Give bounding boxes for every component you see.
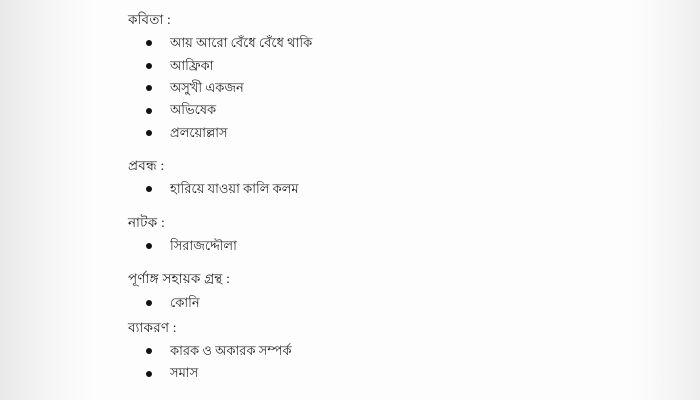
section-title-probondho: প্রবন্ধ : bbox=[128, 158, 165, 174]
bullet-icon bbox=[146, 108, 152, 114]
list-item-label: সিরাজদ্দৌলা bbox=[170, 237, 237, 253]
list-item bbox=[146, 292, 700, 314]
section-title-natok: নাটক : bbox=[128, 214, 165, 230]
section-natok bbox=[128, 213, 700, 258]
list-item-label: সমাস bbox=[170, 365, 199, 381]
bullet-icon bbox=[146, 371, 152, 377]
list-byakoron bbox=[128, 340, 700, 385]
list-item bbox=[146, 340, 700, 362]
list-item-label: কোনি bbox=[170, 294, 200, 310]
list-natok bbox=[128, 235, 700, 257]
bullet-icon bbox=[146, 186, 152, 192]
list-kobita bbox=[128, 32, 700, 144]
bullet-icon bbox=[146, 40, 152, 46]
list-purnango-sohayok-grontho bbox=[128, 292, 700, 314]
bullet-icon bbox=[146, 85, 152, 91]
list-item-label: প্রলয়োল্লাস bbox=[170, 124, 228, 140]
section-title-byakoron: ব্যাকরণ : bbox=[128, 319, 177, 335]
list-item bbox=[146, 362, 700, 384]
list-item-label: হারিয়ে যাওয়া কালি কলম bbox=[170, 181, 299, 197]
list-item-label: আয় আরো বেঁধে বেঁধে থাকি bbox=[170, 35, 313, 51]
list-probondho bbox=[128, 178, 700, 200]
bullet-icon bbox=[146, 243, 152, 249]
bullet-icon bbox=[146, 300, 152, 306]
bullet-icon bbox=[146, 348, 152, 354]
bullet-icon bbox=[146, 63, 152, 69]
list-item bbox=[146, 178, 700, 200]
section-title-kobita: কবিতা : bbox=[128, 12, 171, 27]
list-item-label: অসুখী একজন bbox=[170, 79, 244, 95]
list-item bbox=[146, 32, 700, 54]
list-item bbox=[146, 99, 700, 121]
list-item bbox=[146, 77, 700, 99]
list-item-label: অভিষেক bbox=[170, 102, 217, 118]
section-kobita bbox=[128, 10, 700, 144]
list-item-label: আফ্রিকা bbox=[170, 57, 214, 73]
section-title-purnango-sohayok-grontho: পূর্ণাঙ্গ সহায়ক গ্রন্থ : bbox=[128, 271, 231, 287]
list-item-label: কারক ও অকারক সম্পর্ক bbox=[170, 343, 292, 359]
list-item bbox=[146, 122, 700, 144]
section-probondho bbox=[128, 156, 700, 201]
list-item bbox=[146, 55, 700, 77]
list-item bbox=[146, 235, 700, 257]
section-byakoron bbox=[128, 318, 700, 385]
section-purnango-sohayok-grontho bbox=[128, 269, 700, 314]
bullet-icon bbox=[146, 130, 152, 136]
